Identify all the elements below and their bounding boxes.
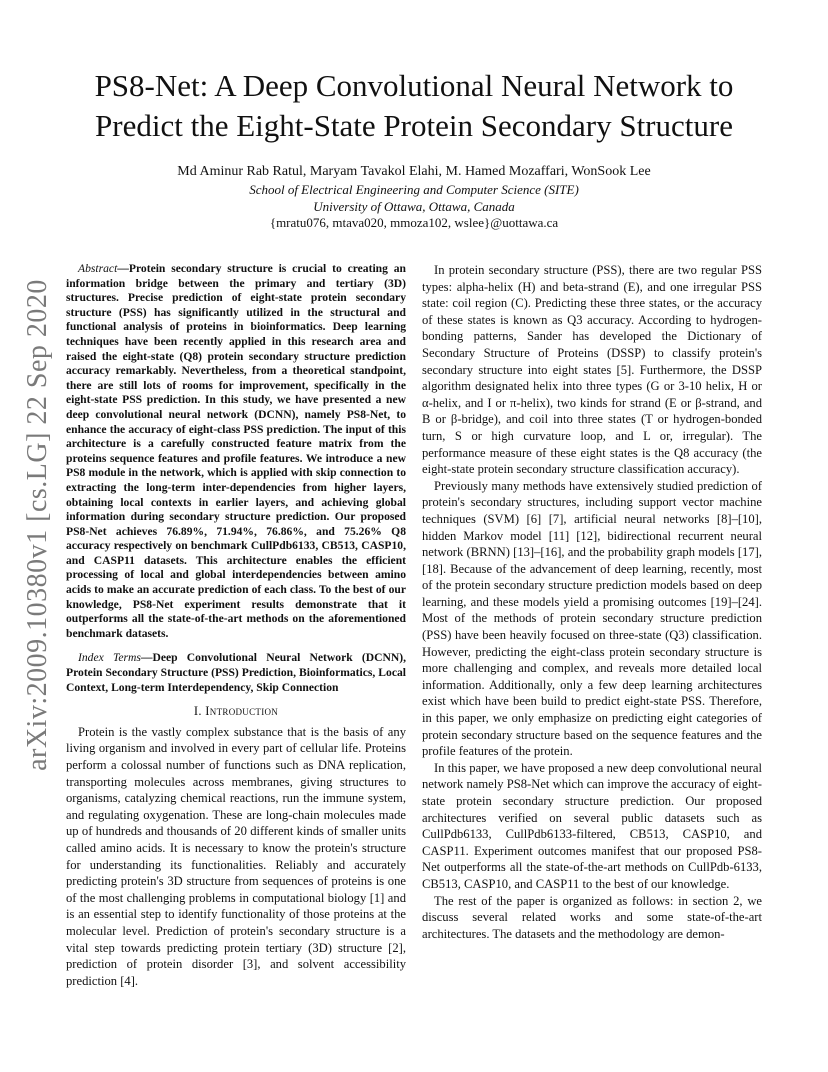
intro-paragraph-3: Previously many methods have extensively studied prediction of protein's secondary structures, including support vector machine techniques (SVM) [6] [7], artificial neural networks [8]–[10], hidden Markov model [11] [12], bidirectional recurrent neural network (BRNN) [13]–[16], and the probability graph models [17], [18]. Because of the advancement of deep learning, recently, most of the protein secondary structure prediction models based on deep learning, and these models yield a promising outcomes [19]–[24]. Most of the methods of protein secondary structure prediction (PSS) have been heavily focused on three-state (Q3) classification. However, predicting the eight-class protein secondary structure is more challenging and complex, and reveals more detailed local information. Additionally, only a few deep learning architectures exist which have been build to predict eight-state PSS. Therefore, in this paper, we only emphasize on predicting eight categories of protein secondary structure based on the sequence features and the profile features of the protein. <box>422 478 762 759</box>
section-heading-introduction: I. Introduction <box>193 704 279 719</box>
affiliation-school: School of Electrical Engineering and Computer Science (SITE) <box>249 182 579 197</box>
intro-paragraph-2: In protein secondary structure (PSS), there are two regular PSS types: alpha-helix (H) and beta-strand (E), and one irregular PSS state: coil region (C). Predicting these three states, or the accuracy of these states is known as Q3 accuracy. According to hydrogen-bonding patterns, Sander has developed the Dictionary of Secondary Structure of Proteins (DSSP) to classify protein's secondary structure into eight states [5]. Furthermore, the DSSP algorithm designated helix into three types (G or 3-10 helix, H or α-helix, and I or π-helix), two kinds for strand (E or β-strand, and B or β-bridge), and coil into three states (T or hydrogen-bonded turn, S or high curvature loop, and L or, irregular). The performance measure of these eight states is the Q8 accuracy (the eight-state protein secondary structure classification accuracy). <box>422 263 762 477</box>
index-terms <box>66 651 406 695</box>
abstract <box>66 262 406 641</box>
intro-paragraph-5: The rest of the paper is organized as follows: in section 2, we discuss several related works and some state-of-the-art architectures. The datasets and the methodology are demon- <box>422 893 762 941</box>
author-emails: {mratu076, mtava020, mmoza102, wslee}@uottawa.ca <box>269 215 559 230</box>
intro-paragraph-1: Protein is the vastly complex substance that is the basis of any living organism and involved in every part of cellular life. Proteins perform a colossal number of functions such as DNA replication, transporting molecules across membranes, giving structures to organisms, catalyzing chemical reactions, run the immune system, and regulating oxygenation. These are long-chain molecules made up of hundreds and thousands of 20 different kinds of smaller units called amino acids. It is necessary to know the protein's structure for understanding its functionalities. Reliably and accurately predicting protein's 3D structure from sequences of proteins is one of the most challenging problems in computational biology [1] and is an essential step to identify functionality of those proteins at the molecular level. Prediction of protein's secondary structure is a vital step towards predicting protein tertiary (3D) structure [2], prediction of protein disorder [3], and solvent accessibility prediction [4]. <box>66 724 406 988</box>
paper-title: PS8-Net: A Deep Convolutional Neural Network to Predict the Eight-State Protein Secondary Structure <box>94 68 734 143</box>
right-column <box>422 262 762 942</box>
left-column <box>66 262 406 989</box>
index-terms-label: Index Terms <box>78 651 141 665</box>
abstract-text: —Protein secondary structure is crucial to creating an information bridge between the primary and tertiary (3D) structures. Precise prediction of eight-state protein secondary structure (PSS) has significantly utilized in the structural and functional analysis of proteins in bioinformatics. Deep learning techniques have been recently applied in this research area and raised the eight-state (Q8) protein secondary structure prediction accuracy remarkably. Nevertheless, from a theoretical standpoint, there are still lots of rooms for improvement, specifically in the eight-state PSS prediction. In this study, we have presented a new deep convolutional neural network (DCNN), namely PS8-Net, to enhance the accuracy of eight-class PSS prediction. The input of this architecture is a carefully constructed feature matrix from the proteins sequence features and profile features. We introduce a new PS8 module in the network, which is applied with skip connection to extracting the long-term inter-dependencies from higher layers, obtaining local contexts in earlier layers, and achieving global information during secondary structure prediction. Our proposed PS8-Net achieves 76.89%, 71.94%, 76.86%, and 75.26% Q8 accuracy respectively on benchmark CullPdb6133, CB513, CASP10, and CASP11 datasets. This architecture enables the efficient processing of local and global interdependencies between amino acids to make an accurate prediction of each class. To the best of our knowledge, PS8-Net experiment results demonstrate that it outperforms all the state-of-the-art methods on the aforementioned benchmark datasets. <box>66 262 406 640</box>
index-terms-text: —Deep Convolutional Neural Network (DCNN), Protein Secondary Structure (PSS) Prediction, Bioinformatics, Local Context, Long-term Interdependency, Skip Connection <box>66 651 406 694</box>
author-list: Md Aminur Rab Ratul, Maryam Tavakol Elahi, M. Hamed Mozaffari, WonSook Lee <box>177 164 651 179</box>
intro-paragraph-4: In this paper, we have proposed a new deep convolutional neural network namely PS8-Net which can improve the accuracy of eight-state protein secondary structure prediction. Our proposed architectures verified on several public datasets such as CullPdb6133, CullPdb6133-filtered, CB513, CASP10, and CASP11. Experiment outcomes manifest that our proposed PS8-Net outperforms all the state-of-the-art methods on CullPdb-6133, CB513, CASP10, and CASP11 to the best of our knowledge. <box>422 760 762 891</box>
arxiv-stamp-text: arXiv:2009.10380v1 [cs.LG] 22 Sep 2020 <box>22 279 54 771</box>
arxiv-stamp <box>22 279 54 771</box>
abstract-label: Abstract <box>78 262 118 275</box>
affiliation-university: University of Ottawa, Ottawa, Canada <box>313 199 515 214</box>
